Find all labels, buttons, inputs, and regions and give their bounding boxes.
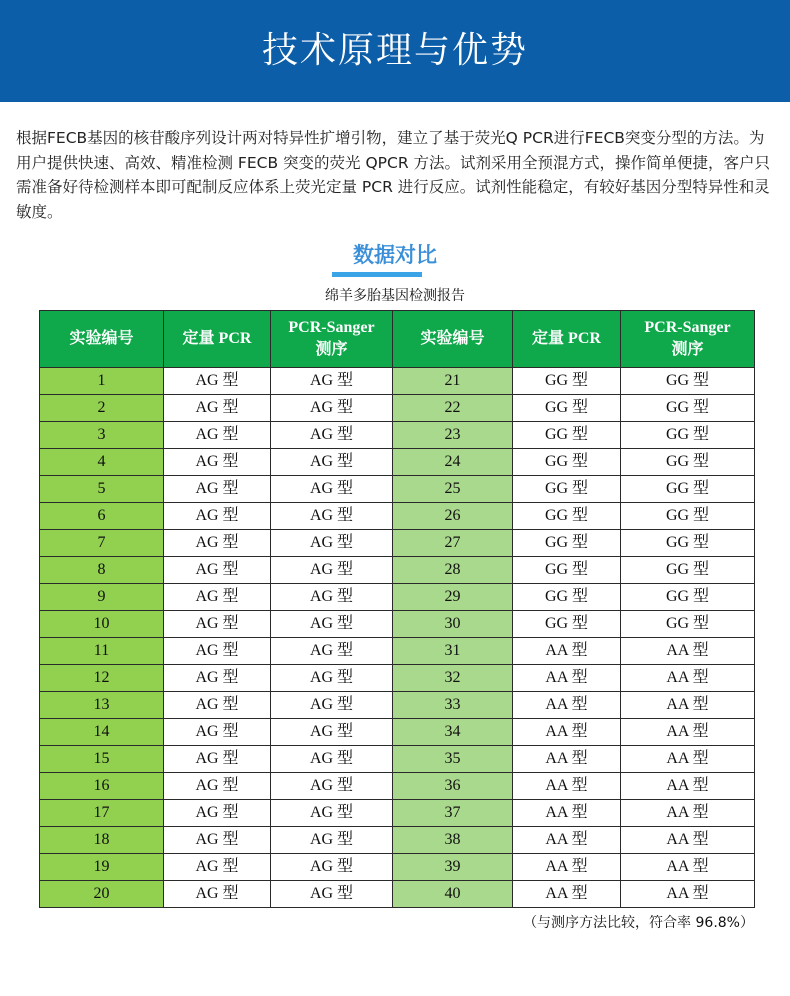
sample-id-cell: 18 xyxy=(40,827,164,854)
section-underline xyxy=(332,272,422,277)
sample-id-cell: 34 xyxy=(393,719,513,746)
qpcr-result-cell: AG 型 xyxy=(164,584,271,611)
sanger-result-cell: AA 型 xyxy=(621,800,755,827)
table-row xyxy=(40,854,755,881)
sanger-result-cell: AG 型 xyxy=(271,611,393,638)
qpcr-result-cell: AG 型 xyxy=(164,476,271,503)
qpcr-result-cell: AG 型 xyxy=(164,530,271,557)
sanger-result-cell: AG 型 xyxy=(271,449,393,476)
qpcr-result-cell: GG 型 xyxy=(513,611,621,638)
sample-id-cell: 27 xyxy=(393,530,513,557)
table-row xyxy=(40,395,755,422)
table-row xyxy=(40,881,755,908)
sample-id-cell: 17 xyxy=(40,800,164,827)
sanger-result-cell: GG 型 xyxy=(621,611,755,638)
sanger-result-cell: AA 型 xyxy=(621,881,755,908)
qpcr-result-cell: AA 型 xyxy=(513,800,621,827)
sanger-result-cell: AA 型 xyxy=(621,773,755,800)
sanger-result-cell: GG 型 xyxy=(621,530,755,557)
sample-id-cell: 7 xyxy=(40,530,164,557)
sanger-result-cell: AA 型 xyxy=(621,692,755,719)
qpcr-result-cell: AA 型 xyxy=(513,881,621,908)
sanger-result-cell: AA 型 xyxy=(621,638,755,665)
qpcr-result-cell: AA 型 xyxy=(513,719,621,746)
sample-id-cell: 30 xyxy=(393,611,513,638)
sanger-result-cell: AG 型 xyxy=(271,368,393,395)
header-sanger-line2: 测序 xyxy=(315,341,348,358)
qpcr-result-cell: AA 型 xyxy=(513,827,621,854)
sample-id-cell: 15 xyxy=(40,746,164,773)
sanger-result-cell: AG 型 xyxy=(271,719,393,746)
qpcr-result-cell: AG 型 xyxy=(164,719,271,746)
qpcr-result-cell: GG 型 xyxy=(513,530,621,557)
sample-id-cell: 11 xyxy=(40,638,164,665)
sanger-result-cell: GG 型 xyxy=(621,557,755,584)
qpcr-result-cell: AA 型 xyxy=(513,665,621,692)
sanger-result-cell: AG 型 xyxy=(271,503,393,530)
qpcr-result-cell: GG 型 xyxy=(513,557,621,584)
qpcr-result-cell: AG 型 xyxy=(164,827,271,854)
qpcr-result-cell: AG 型 xyxy=(164,503,271,530)
sample-id-cell: 36 xyxy=(393,773,513,800)
intro-paragraph: 根据FECB基因的核苷酸序列设计两对特异性扩增引物，建立了基于荧光Q PCR进行FECB突变分型的方法。为用户提供快速、高效、精准检测 FECB 突变的荧光 QPCR 方法。试剂采用全预混方式，操作简单便捷，客户只需准备好待检测样本即可配制反应体系上荧光定量 PCR 进行反应。试剂性能稳定，有较好基因分型特异性和灵敏度。 xyxy=(16,129,771,221)
title-banner xyxy=(0,0,790,102)
sample-id-cell: 28 xyxy=(393,557,513,584)
table-row xyxy=(40,449,755,476)
qpcr-result-cell: AG 型 xyxy=(164,611,271,638)
qpcr-result-cell: AA 型 xyxy=(513,746,621,773)
sample-id-cell: 21 xyxy=(393,368,513,395)
qpcr-result-cell: AA 型 xyxy=(513,638,621,665)
qpcr-result-cell: AG 型 xyxy=(164,881,271,908)
sanger-result-cell: AG 型 xyxy=(271,692,393,719)
sample-id-cell: 10 xyxy=(40,611,164,638)
sample-id-cell: 31 xyxy=(393,638,513,665)
sample-id-cell: 1 xyxy=(40,368,164,395)
qpcr-result-cell: AG 型 xyxy=(164,854,271,881)
comparison-table xyxy=(39,310,755,908)
sample-id-cell: 13 xyxy=(40,692,164,719)
section-title: 数据对比 xyxy=(353,243,437,267)
sample-id-cell: 40 xyxy=(393,881,513,908)
qpcr-result-cell: AG 型 xyxy=(164,773,271,800)
header-qpcr-right: 定量 PCR xyxy=(513,311,621,368)
qpcr-result-cell: GG 型 xyxy=(513,395,621,422)
sanger-result-cell: AA 型 xyxy=(621,719,755,746)
sample-id-cell: 20 xyxy=(40,881,164,908)
sanger-result-cell: AA 型 xyxy=(621,827,755,854)
table-row xyxy=(40,557,755,584)
qpcr-result-cell: AG 型 xyxy=(164,665,271,692)
qpcr-result-cell: GG 型 xyxy=(513,368,621,395)
header-id-right: 实验编号 xyxy=(393,311,513,368)
sanger-result-cell: AG 型 xyxy=(271,395,393,422)
sample-id-cell: 4 xyxy=(40,449,164,476)
sanger-result-cell: AG 型 xyxy=(271,530,393,557)
sanger-result-cell: AA 型 xyxy=(621,665,755,692)
sample-id-cell: 37 xyxy=(393,800,513,827)
sanger-result-cell: AG 型 xyxy=(271,638,393,665)
sample-id-cell: 29 xyxy=(393,584,513,611)
qpcr-result-cell: AA 型 xyxy=(513,773,621,800)
qpcr-result-cell: AG 型 xyxy=(164,368,271,395)
table-row xyxy=(40,611,755,638)
sanger-result-cell: GG 型 xyxy=(621,503,755,530)
qpcr-result-cell: AG 型 xyxy=(164,422,271,449)
table-row xyxy=(40,422,755,449)
sample-id-cell: 22 xyxy=(393,395,513,422)
sample-id-cell: 32 xyxy=(393,665,513,692)
qpcr-result-cell: AG 型 xyxy=(164,800,271,827)
header-sanger-left xyxy=(271,311,393,368)
sanger-result-cell: AG 型 xyxy=(271,773,393,800)
sanger-result-cell: AG 型 xyxy=(271,827,393,854)
table-row xyxy=(40,368,755,395)
qpcr-result-cell: GG 型 xyxy=(513,503,621,530)
qpcr-result-cell: AG 型 xyxy=(164,746,271,773)
sanger-result-cell: GG 型 xyxy=(621,476,755,503)
sample-id-cell: 39 xyxy=(393,854,513,881)
concordance-footnote: （与测序方法比较，符合率 96.8%） xyxy=(523,915,754,931)
qpcr-result-cell: AG 型 xyxy=(164,449,271,476)
banner-title: 技术原理与优势 xyxy=(261,30,528,71)
table-row xyxy=(40,584,755,611)
sanger-result-cell: GG 型 xyxy=(621,584,755,611)
table-row xyxy=(40,746,755,773)
qpcr-result-cell: AG 型 xyxy=(164,557,271,584)
table-row xyxy=(40,530,755,557)
table-header-row xyxy=(40,311,755,368)
table-row xyxy=(40,827,755,854)
sanger-result-cell: AA 型 xyxy=(621,854,755,881)
sample-id-cell: 24 xyxy=(393,449,513,476)
sanger-result-cell: AG 型 xyxy=(271,557,393,584)
table-caption: 绵羊多胎基因检测报告 xyxy=(325,288,465,304)
header-id-left: 实验编号 xyxy=(40,311,164,368)
table-body xyxy=(40,368,755,908)
header-sanger-line1: PCR-Sanger xyxy=(288,319,375,336)
table-row xyxy=(40,800,755,827)
sample-id-cell: 8 xyxy=(40,557,164,584)
sample-id-cell: 35 xyxy=(393,746,513,773)
sanger-result-cell: GG 型 xyxy=(621,395,755,422)
sanger-result-cell: AA 型 xyxy=(621,746,755,773)
sample-id-cell: 16 xyxy=(40,773,164,800)
qpcr-result-cell: AA 型 xyxy=(513,692,621,719)
table-row xyxy=(40,773,755,800)
table-row xyxy=(40,692,755,719)
sanger-result-cell: AG 型 xyxy=(271,584,393,611)
qpcr-result-cell: AA 型 xyxy=(513,854,621,881)
table-row xyxy=(40,719,755,746)
header-sanger-right xyxy=(621,311,755,368)
sample-id-cell: 23 xyxy=(393,422,513,449)
sanger-result-cell: GG 型 xyxy=(621,422,755,449)
sample-id-cell: 12 xyxy=(40,665,164,692)
sample-id-cell: 33 xyxy=(393,692,513,719)
sample-id-cell: 26 xyxy=(393,503,513,530)
sample-id-cell: 14 xyxy=(40,719,164,746)
table-row xyxy=(40,638,755,665)
qpcr-result-cell: GG 型 xyxy=(513,584,621,611)
header-sanger-line2: 测序 xyxy=(671,341,704,358)
sanger-result-cell: AG 型 xyxy=(271,476,393,503)
sample-id-cell: 2 xyxy=(40,395,164,422)
table-row xyxy=(40,503,755,530)
header-sanger-line1: PCR-Sanger xyxy=(644,319,731,336)
qpcr-result-cell: AG 型 xyxy=(164,395,271,422)
sanger-result-cell: AG 型 xyxy=(271,665,393,692)
table-row xyxy=(40,665,755,692)
header-qpcr-left: 定量 PCR xyxy=(164,311,271,368)
sanger-result-cell: AG 型 xyxy=(271,422,393,449)
sample-id-cell: 3 xyxy=(40,422,164,449)
sanger-result-cell: AG 型 xyxy=(271,854,393,881)
qpcr-result-cell: GG 型 xyxy=(513,476,621,503)
sanger-result-cell: AG 型 xyxy=(271,746,393,773)
sanger-result-cell: GG 型 xyxy=(621,368,755,395)
sample-id-cell: 5 xyxy=(40,476,164,503)
sample-id-cell: 9 xyxy=(40,584,164,611)
table-row xyxy=(40,476,755,503)
sample-id-cell: 6 xyxy=(40,503,164,530)
qpcr-result-cell: GG 型 xyxy=(513,422,621,449)
qpcr-result-cell: AG 型 xyxy=(164,638,271,665)
sanger-result-cell: AG 型 xyxy=(271,881,393,908)
sample-id-cell: 19 xyxy=(40,854,164,881)
sanger-result-cell: GG 型 xyxy=(621,449,755,476)
qpcr-result-cell: GG 型 xyxy=(513,449,621,476)
qpcr-result-cell: AG 型 xyxy=(164,692,271,719)
sample-id-cell: 38 xyxy=(393,827,513,854)
sample-id-cell: 25 xyxy=(393,476,513,503)
sanger-result-cell: AG 型 xyxy=(271,800,393,827)
